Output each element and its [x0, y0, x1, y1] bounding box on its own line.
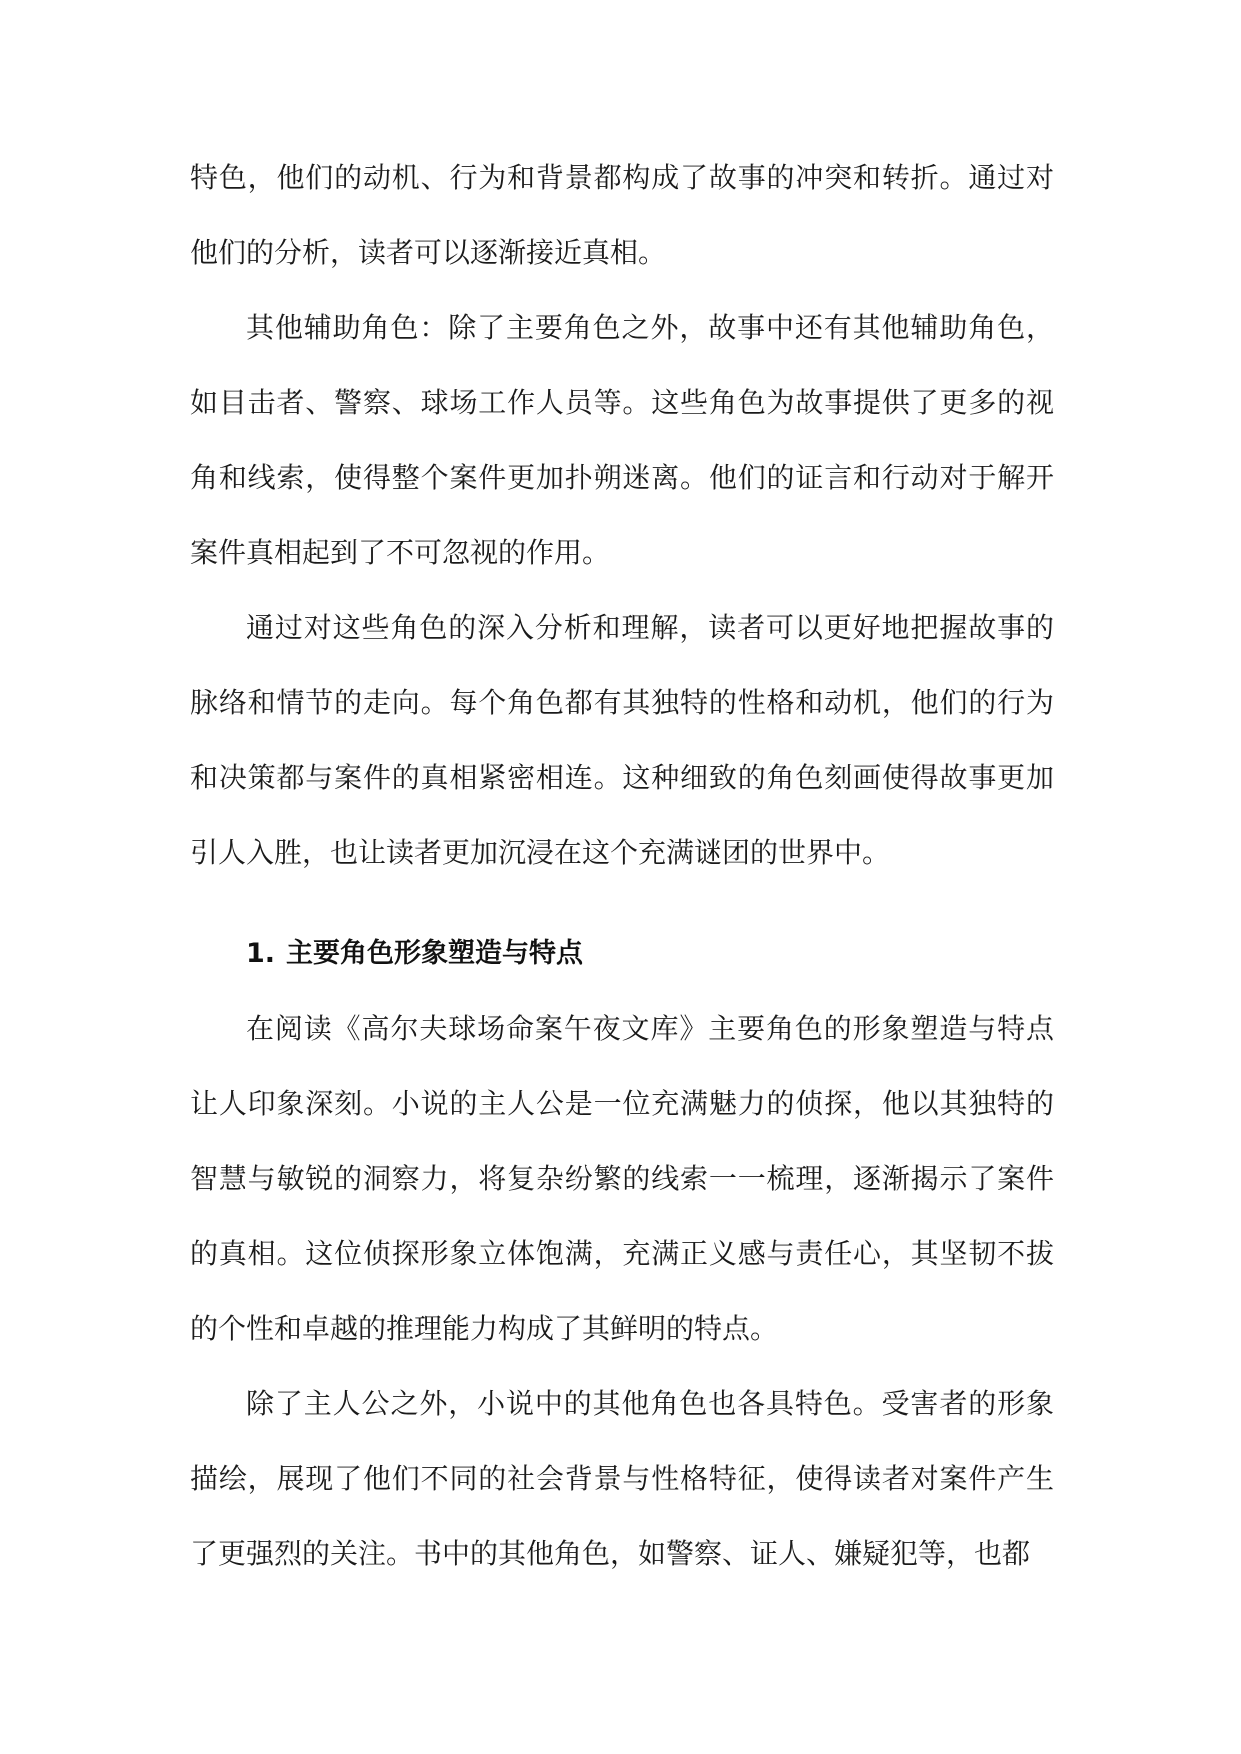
paragraph-other-characters: 除了主人公之外，小说中的其他角色也各具特色。受害者的形象描绘，展现了他们不同的社会背景与性格特征，使得读者对案件产生了更强烈的关注。书中的其他角色，如警察、证人、嫌疑犯等，也都	[190, 1387, 1054, 1570]
paragraph-supporting-roles: 其他辅助角色：除了主要角色之外，故事中还有其他辅助角色，如目击者、警察、球场工作人员等。这些角色为故事提供了更多的视角和线索，使得整个案件更加扑朔迷离。他们的证言和行动对于解开案件真相起到了不可忽视的作用。	[190, 311, 1054, 569]
paragraph-role-analysis: 通过对这些角色的深入分析和理解，读者可以更好地把握故事的脉络和情节的走向。每个角色都有其独特的性格和动机，他们的行为和决策都与案件的真相紧密相连。这种细致的角色刻画使得故事更加引人入胜，也让读者更加沉浸在这个充满谜团的世界中。	[190, 611, 1054, 869]
paragraph-continuation: 特色，他们的动机、行为和背景都构成了故事的冲突和转折。通过对他们的分析，读者可以逐渐接近真相。	[190, 161, 1054, 269]
section-number: 1.	[246, 938, 276, 969]
section-title: 主要角色形象塑造与特点	[286, 938, 583, 969]
document-body	[190, 140, 1054, 1591]
paragraph-protagonist: 在阅读《高尔夫球场命案午夜文库》主要角色的形象塑造与特点让人印象深刻。小说的主人公是一位充满魅力的侦探，他以其独特的智慧与敏锐的洞察力，将复杂纷繁的线索一一梳理，逐渐揭示了案件的真相。这位侦探形象立体饱满，充满正义感与责任心，其坚韧不拔的个性和卓越的推理能力构成了其鲜明的特点。	[190, 1012, 1054, 1345]
section-heading	[190, 916, 1054, 991]
